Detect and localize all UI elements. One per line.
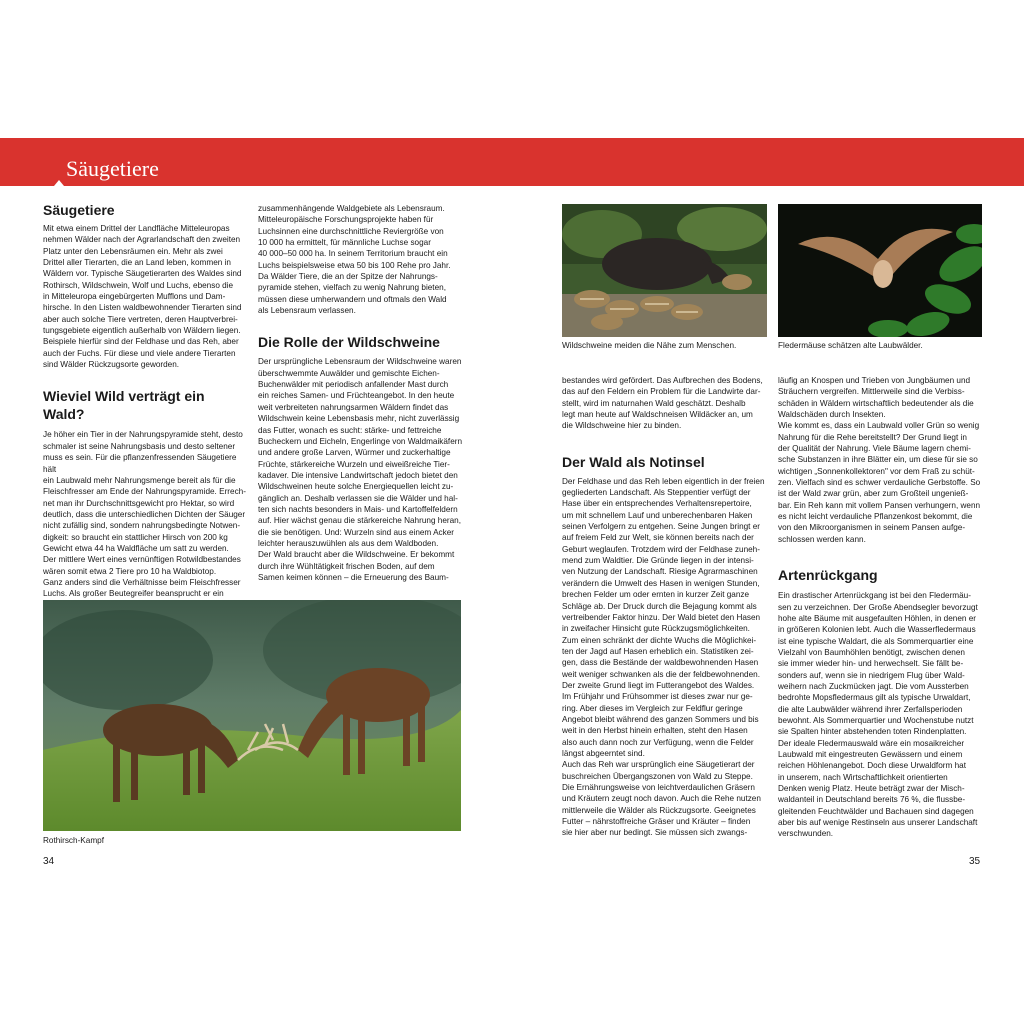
- text-line: nehmen Wälder nach der Agrarlandschaft den zweiten: [43, 235, 241, 245]
- text-line: ten sich nachts besonders in Mais- und Kartoffelfeldern: [258, 504, 458, 514]
- text-line: tungsgebiete eigentlich außerhalb von Wäldern liegen.: [43, 326, 241, 336]
- text-line: Drittel aller Tierarten, die an Land leben, kommen in: [43, 258, 231, 268]
- left-column-2: [258, 203, 463, 583]
- text-line: Mitteleuropäische Forschungsprojekte haben für: [258, 215, 434, 225]
- red-deer-fight-photo: [43, 600, 461, 831]
- text-line: verschwunden.: [778, 829, 834, 839]
- text-line: hirsche. In den Listen waldbewohnender Tierarten sind: [43, 303, 242, 313]
- text-line: brechen Felder um oder ernten in kurzer Zeit ganze: [562, 590, 750, 600]
- paragraph-verbiss: [778, 375, 983, 545]
- text-line: um mit schnellem Lauf und unberechenbaren Haken: [562, 510, 753, 520]
- text-line: gegliederten Landschaft. Als Steppentier verfügt der: [562, 488, 751, 498]
- text-line: Wäldern vor. Typische Säugetierarten des Waldes sind: [43, 269, 242, 279]
- text-line: digkeit: so braucht ein stattlicher Hirsch von 200 kg: [43, 532, 228, 542]
- caption-bat: Fledermäuse schätzen alte Laubwälder.: [778, 341, 923, 350]
- text-line: Die Ernährungsweise von leichtverdaulichen Gräsern: [562, 783, 755, 792]
- text-line: reichen Höhlenangebot. Doch diese Urwaldform hat: [778, 761, 966, 771]
- wild-boar-photo: [562, 204, 767, 337]
- paragraph-artenrueckgang: [778, 590, 983, 840]
- paragraph-wildschweine: [258, 356, 463, 583]
- text-line: Der ursprüngliche Lebensraum der Wildschweine waren: [258, 357, 462, 367]
- text-line: stellt, wird im naturnahen Wald geschätzt. Deshalb: [562, 398, 746, 408]
- text-line: müssen diese umherwandern und oftmals den Wald: [258, 294, 447, 304]
- text-line: legt man heute auf Waldschneisen Wildäcker an, um: [562, 410, 753, 420]
- text-line: Samen keimen können – die Erneuerung des Baum-: [258, 572, 449, 582]
- text-line: Buchenwälder mit periodisch anfallender Mast durch: [258, 380, 449, 390]
- text-line: schlossen werden kann.: [778, 534, 866, 544]
- text-line: der Qualität der Nahrung. Viele Bäume lagern chemi-: [778, 444, 971, 454]
- text-line: Wildschweinen heute solche Energiequellen leicht zu-: [258, 482, 454, 492]
- text-line: Ein drastischer Artenrückgang ist bei den Fledermäu-: [778, 591, 971, 601]
- text-line: Der Wald braucht aber die Wildschweine. Er bekommt: [258, 550, 455, 560]
- text-line: aber bis auf wenige Restinseln aus unserer Landschaft: [778, 818, 978, 828]
- text-line: weit in den Herbst hinein erhalten, steht den Hasen: [562, 726, 748, 736]
- text-line: von den Mikroorganismen in seinem Pansen aufge-: [778, 523, 966, 533]
- text-line: längst abgeerntet sind.: [562, 748, 645, 758]
- text-line: weit verbreiteten nahrungsarmen Wäldern findet das: [258, 402, 449, 412]
- text-line: ein reiches Samen- und Früchteangebot. In den heute: [258, 391, 455, 401]
- left-column-1: [43, 201, 248, 622]
- text-line: gleitenden Feuchtwälder und Bachauen sind dagegen: [778, 806, 974, 816]
- text-line: als Lebensraum verlassen.: [258, 306, 356, 316]
- text-line: hohe alte Bäume mit ausgefaulten Höhlen, in denen er: [778, 613, 976, 623]
- text-line: Beispiele hierfür sind der Feldhase und das Reh, aber: [43, 337, 239, 347]
- text-line: Angebot bleibt während des ganzen Sommers und bis: [562, 714, 759, 724]
- text-line: durch ihre Wühltätigkeit frischen Boden, auf dem: [258, 561, 435, 571]
- right-column-3: [562, 375, 767, 839]
- text-line: net man ihr Durchschnittsgewicht pro Hektar, so wird: [43, 498, 235, 508]
- text-line: und andere große Larven, Würmer und zuckerhaltige: [258, 448, 451, 458]
- text-line: schmaler ist seine Nahrungsbasis und desto seltener: [43, 441, 236, 451]
- text-line: bedrohte Mopsfledermaus gilt als typische Urwaldart,: [778, 693, 971, 703]
- text-line: weihern nach Zuckmücken jagt. Die vom Aussterben: [778, 681, 969, 691]
- text-line: schäden in Wäldern wirtschaftlich bedeutender als die: [778, 398, 974, 408]
- text-line: Der ideale Fledermauswald wäre ein mosaikreicher: [778, 738, 965, 748]
- text-line: Luchs beispielsweise etwa 50 bis 100 Rehe pro Jahr.: [258, 260, 451, 270]
- text-line: gänglich an. Deshalb verlassen sie die Wälder und hal-: [258, 493, 458, 503]
- text-line: bar. Ein Reh kann mit vollem Pansen verhungern, wenn: [778, 500, 981, 510]
- text-line: in Mitteleuropa eingebürgerten Mufflons und Dam-: [43, 292, 226, 302]
- text-line: mittlerweile die Wälder als Rückzugsorte. Geeignetes: [562, 805, 756, 815]
- text-line: ein Laubwald mehr Nahrungsmenge bereit als für die: [43, 475, 236, 485]
- text-line: mend zum Waldtier. Die Gründe liegen in der intensi-: [562, 556, 754, 566]
- text-line: sie hier aber nur bedingt. Sie müssen sich zwangs-: [562, 828, 748, 838]
- text-line: ist der Wald zwar grün, aber zum Großteil ungenieß-: [778, 489, 969, 499]
- text-line: leichter herauszuwühlen als aus dem Waldboden.: [258, 538, 439, 548]
- text-line: Auch das Reh war ursprünglich eine Säugetierart der: [562, 760, 755, 770]
- text-line: wichtigen „Sonnenkollektoren" vor dem Fraß zu schüt-: [778, 466, 975, 476]
- text-line: ven Nutzung der Landschaft. Riesige Agrarmaschinen: [562, 567, 758, 577]
- text-line: und Kräutern zeugt noch davon. Auch die Rehe nutzen: [562, 794, 761, 804]
- text-line: Gewicht etwa 44 ha Waldfläche um satt zu werden.: [43, 543, 229, 553]
- text-line: Zum einen schränkt der dichte Wuchs die Möglichkei-: [562, 635, 757, 645]
- text-line: gen, dass die Bestände der waldbewohnenden Hasen: [562, 658, 759, 668]
- heading-wildschweine: Die Rolle der Wildschweine: [258, 334, 440, 351]
- text-line: Der mittlere Wert eines vernünftigen Rotwildbestandes: [43, 555, 241, 565]
- text-line: Geburt weglaufen. Trotzdem wird der Feldhase zuneh-: [562, 544, 760, 554]
- text-line: weit weniger schwanken als die der feldbewohnenden.: [562, 669, 760, 679]
- text-line: nicht zufällig sind, sondern nahrungsbedingte Notwen-: [43, 521, 241, 531]
- text-line: Rothirsch, Wildschwein, Wolf und Luchs, ebenso die: [43, 280, 234, 290]
- text-line: Im Frühjahr und Frühsommer ist dieses zwar nur ge-: [562, 692, 753, 702]
- text-line: das Futter, wonach es sucht: stärke- und fettreiche: [258, 425, 442, 435]
- text-line: Da Wälder Tiere, die an der Spitze der Nahrungs-: [258, 272, 438, 282]
- text-line: zusammenhängende Waldgebiete als Lebensraum.: [258, 204, 445, 213]
- text-line: 40 000–50 000 ha. In seinem Territorium braucht ein: [258, 249, 448, 259]
- text-line: Je höher ein Tier in der Nahrungspyramide steht, desto: [43, 430, 243, 440]
- paragraph-notinsel: [562, 476, 767, 839]
- page-number-right: 35: [969, 856, 981, 867]
- text-line: sen zu verzeichnen. Der Große Abendsegler bevorzugt: [778, 602, 978, 612]
- text-line: in zweifacher Hinsicht gute Rückzugsmöglichkeiten.: [562, 624, 750, 634]
- text-line: verändern die Umwelt des Hasen in wenigen Stunden,: [562, 578, 760, 588]
- text-line: Wie kommt es, dass ein Laubwald voller Grün so wenig: [778, 421, 980, 431]
- text-line: die Wildschweine hier zu binden.: [562, 421, 682, 431]
- paragraph-luchs: [258, 203, 463, 316]
- text-line: Denken wenig Platz. Heute beträgt zwar der Misch-: [778, 784, 965, 793]
- text-line: sie Spalten hinter abstehenden toten Rindenplatten.: [778, 727, 967, 737]
- page-number-left: 34: [43, 856, 55, 867]
- text-line: läufig an Knospen und Trieben von Jungbäumen und: [778, 376, 971, 385]
- text-line: 10 000 ha ermittelt, für männliche Luchse sogar: [258, 238, 431, 248]
- text-line: die sie benötigen. Und: Wurzeln sind aus einem Acker: [258, 527, 455, 537]
- text-line: wären somit etwa 2 Tiere pro 10 ha Waldbiotop.: [43, 566, 217, 576]
- text-line: buschreichen Übergangszonen von Wald zu Steppe.: [562, 771, 753, 781]
- text-line: zen. Vielfach sind es schwer verdauliche Gerbstoffe. So: [778, 478, 981, 488]
- text-line: ring. Aber dieses im Vergleich zur Feldflur geringe: [562, 703, 743, 713]
- bat-photo: [778, 204, 982, 337]
- text-line: bewohnt. Als Sommerquartier und Wochenstube nutzt: [778, 715, 974, 725]
- text-line: vertreibender Faktor hinzu. Der Wald bietet den Hasen: [562, 612, 761, 622]
- text-line: sie immer wieder hin- und herwechselt. Sie fällt be-: [778, 659, 964, 669]
- text-line: deutlich, dass die unterschiedlichen Dichten der Säuger: [43, 509, 246, 519]
- text-line: auf freiem Feld zur Welt, sie können bereits nach der: [562, 533, 754, 543]
- text-line: Waldschäden durch Insekten.: [778, 410, 886, 420]
- heading-saeugetiere: Säugetiere: [43, 202, 115, 218]
- text-line: kadaver. Die intensive Landwirtschaft jedoch bietet den: [258, 470, 458, 480]
- text-line: ist eine typische Waldart, die als Sommerquartier eine: [778, 636, 974, 646]
- text-line: Fleischfresser am Ende der Nahrungspyramide. Errech-: [43, 487, 246, 497]
- text-line: Ganz anders sind die Verhältnisse beim Fleischfresser: [43, 577, 241, 587]
- text-line: sche Substanzen in ihre Blätter ein, um diese für sie so: [778, 455, 978, 465]
- caption-red-deer: Rothirsch-Kampf: [43, 836, 104, 845]
- heading-artenrueckgang: Artenrückgang: [778, 567, 878, 584]
- text-line: Vielzahl von Baumhöhlen benötigt, zwischen denen: [778, 647, 965, 657]
- text-line: auch der Fuchs. Für diese und viele andere Tierarten: [43, 348, 236, 358]
- text-line: Der zweite Grund liegt im Futterangebot des Waldes.: [562, 680, 755, 690]
- text-line: überschwemmte Auwälder und gemischte Eichen-: [258, 368, 440, 378]
- text-line: Laubwald mit eingestreuten Gewässern und einem: [778, 749, 963, 759]
- text-line: Früchte, stärkereiche Wurzeln und eiweißreiche Tier-: [258, 459, 450, 469]
- paragraph-intro: [43, 223, 248, 370]
- paragraph-wieviel-wild: [43, 429, 248, 622]
- paragraph-bestandes: [562, 375, 767, 432]
- text-line: muss es sein. Für die pflanzenfressenden Säugetiere hält: [43, 453, 237, 474]
- text-line: die alte Laubwälder während ihrer Zerfallsperioden: [778, 704, 963, 714]
- text-line: waldanteil in Deutschland bereits 76 %, die flussbe-: [778, 795, 966, 805]
- text-line: Schläge ab. Der Druck durch die Bejagung kommt als: [562, 601, 757, 611]
- text-line: auf. Hier wächst genau die stärkereiche Nahrung heran,: [258, 516, 461, 526]
- text-line: sind Wälder Rückzugsorte geworden.: [43, 360, 180, 370]
- text-line: bestandes wird gefördert. Das Aufbrechen des Bodens,: [562, 376, 763, 385]
- text-line: Bucheckern und Eicheln, Engerlinge von Waldmaikäfern: [258, 436, 463, 446]
- heading-wieviel-wild: Wieviel Wild verträgt ein Wald?: [43, 388, 205, 423]
- text-line: in größeren Kolonien lebt. Auch die Wasserfledermaus: [778, 625, 976, 635]
- text-line: Mit etwa einem Drittel der Landfläche Mitteleuropas: [43, 224, 230, 233]
- text-line: es nicht leicht verdauliche Pflanzenkost bekommt, die: [778, 512, 973, 522]
- text-line: sonders auf, wenn sie in niedrigem Flug über Wald-: [778, 670, 965, 680]
- text-line: in unserem, nach Wirtschaftlichkeit orientierten: [778, 772, 948, 782]
- text-line: Luchs. Als großer Beutegreifer beansprucht er ein: [43, 589, 224, 599]
- text-line: Hase über ein entsprechendes Verhaltensrepertoire,: [562, 499, 752, 509]
- text-line: Der Feldhase und das Reh leben eigentlich in der freien: [562, 476, 765, 486]
- heading-notinsel: Der Wald als Notinsel: [562, 453, 705, 470]
- text-line: Nahrung für die Rehe bereitstellt? Der Grund liegt in: [778, 432, 967, 442]
- banner-notch: [54, 180, 64, 186]
- text-line: Luchsinnen eine durchschnittliche Reviergröße von: [258, 226, 444, 236]
- text-line: ten der Jagd auf Hasen erheblich ein. Statistiken zei-: [562, 646, 754, 656]
- text-line: Sträuchern vergreifen. Mittlerweile sind die Verbiss-: [778, 387, 965, 397]
- right-column-4: [778, 375, 983, 840]
- caption-wild-boar: Wildschweine meiden die Nähe zum Menschen.: [562, 341, 737, 350]
- text-line: Futter – nährstoffreiche Gräser und Kräuter – finden: [562, 817, 751, 827]
- text-line: also auch dann noch zur Verfügung, wenn die Felder: [562, 737, 754, 747]
- chapter-title: Säugetiere: [66, 156, 159, 181]
- text-line: das auf den Feldern ein Problem für die Landwirte dar-: [562, 387, 761, 397]
- text-line: Wildschwein keine Lebensbasis mehr, nicht zuverlässig: [258, 414, 460, 424]
- text-line: seinen Verfolgern zu entgehen. Seine Jungen bringt er: [562, 522, 761, 532]
- text-line: aber auch solche Tiere vertreten, deren Hauptverbrei-: [43, 314, 238, 324]
- text-line: pyramide stehen, vielfach zu wenig Nahrung bieten,: [258, 283, 446, 293]
- text-line: Platz unter den Lebensräumen ein. Mehr als zwei: [43, 246, 223, 256]
